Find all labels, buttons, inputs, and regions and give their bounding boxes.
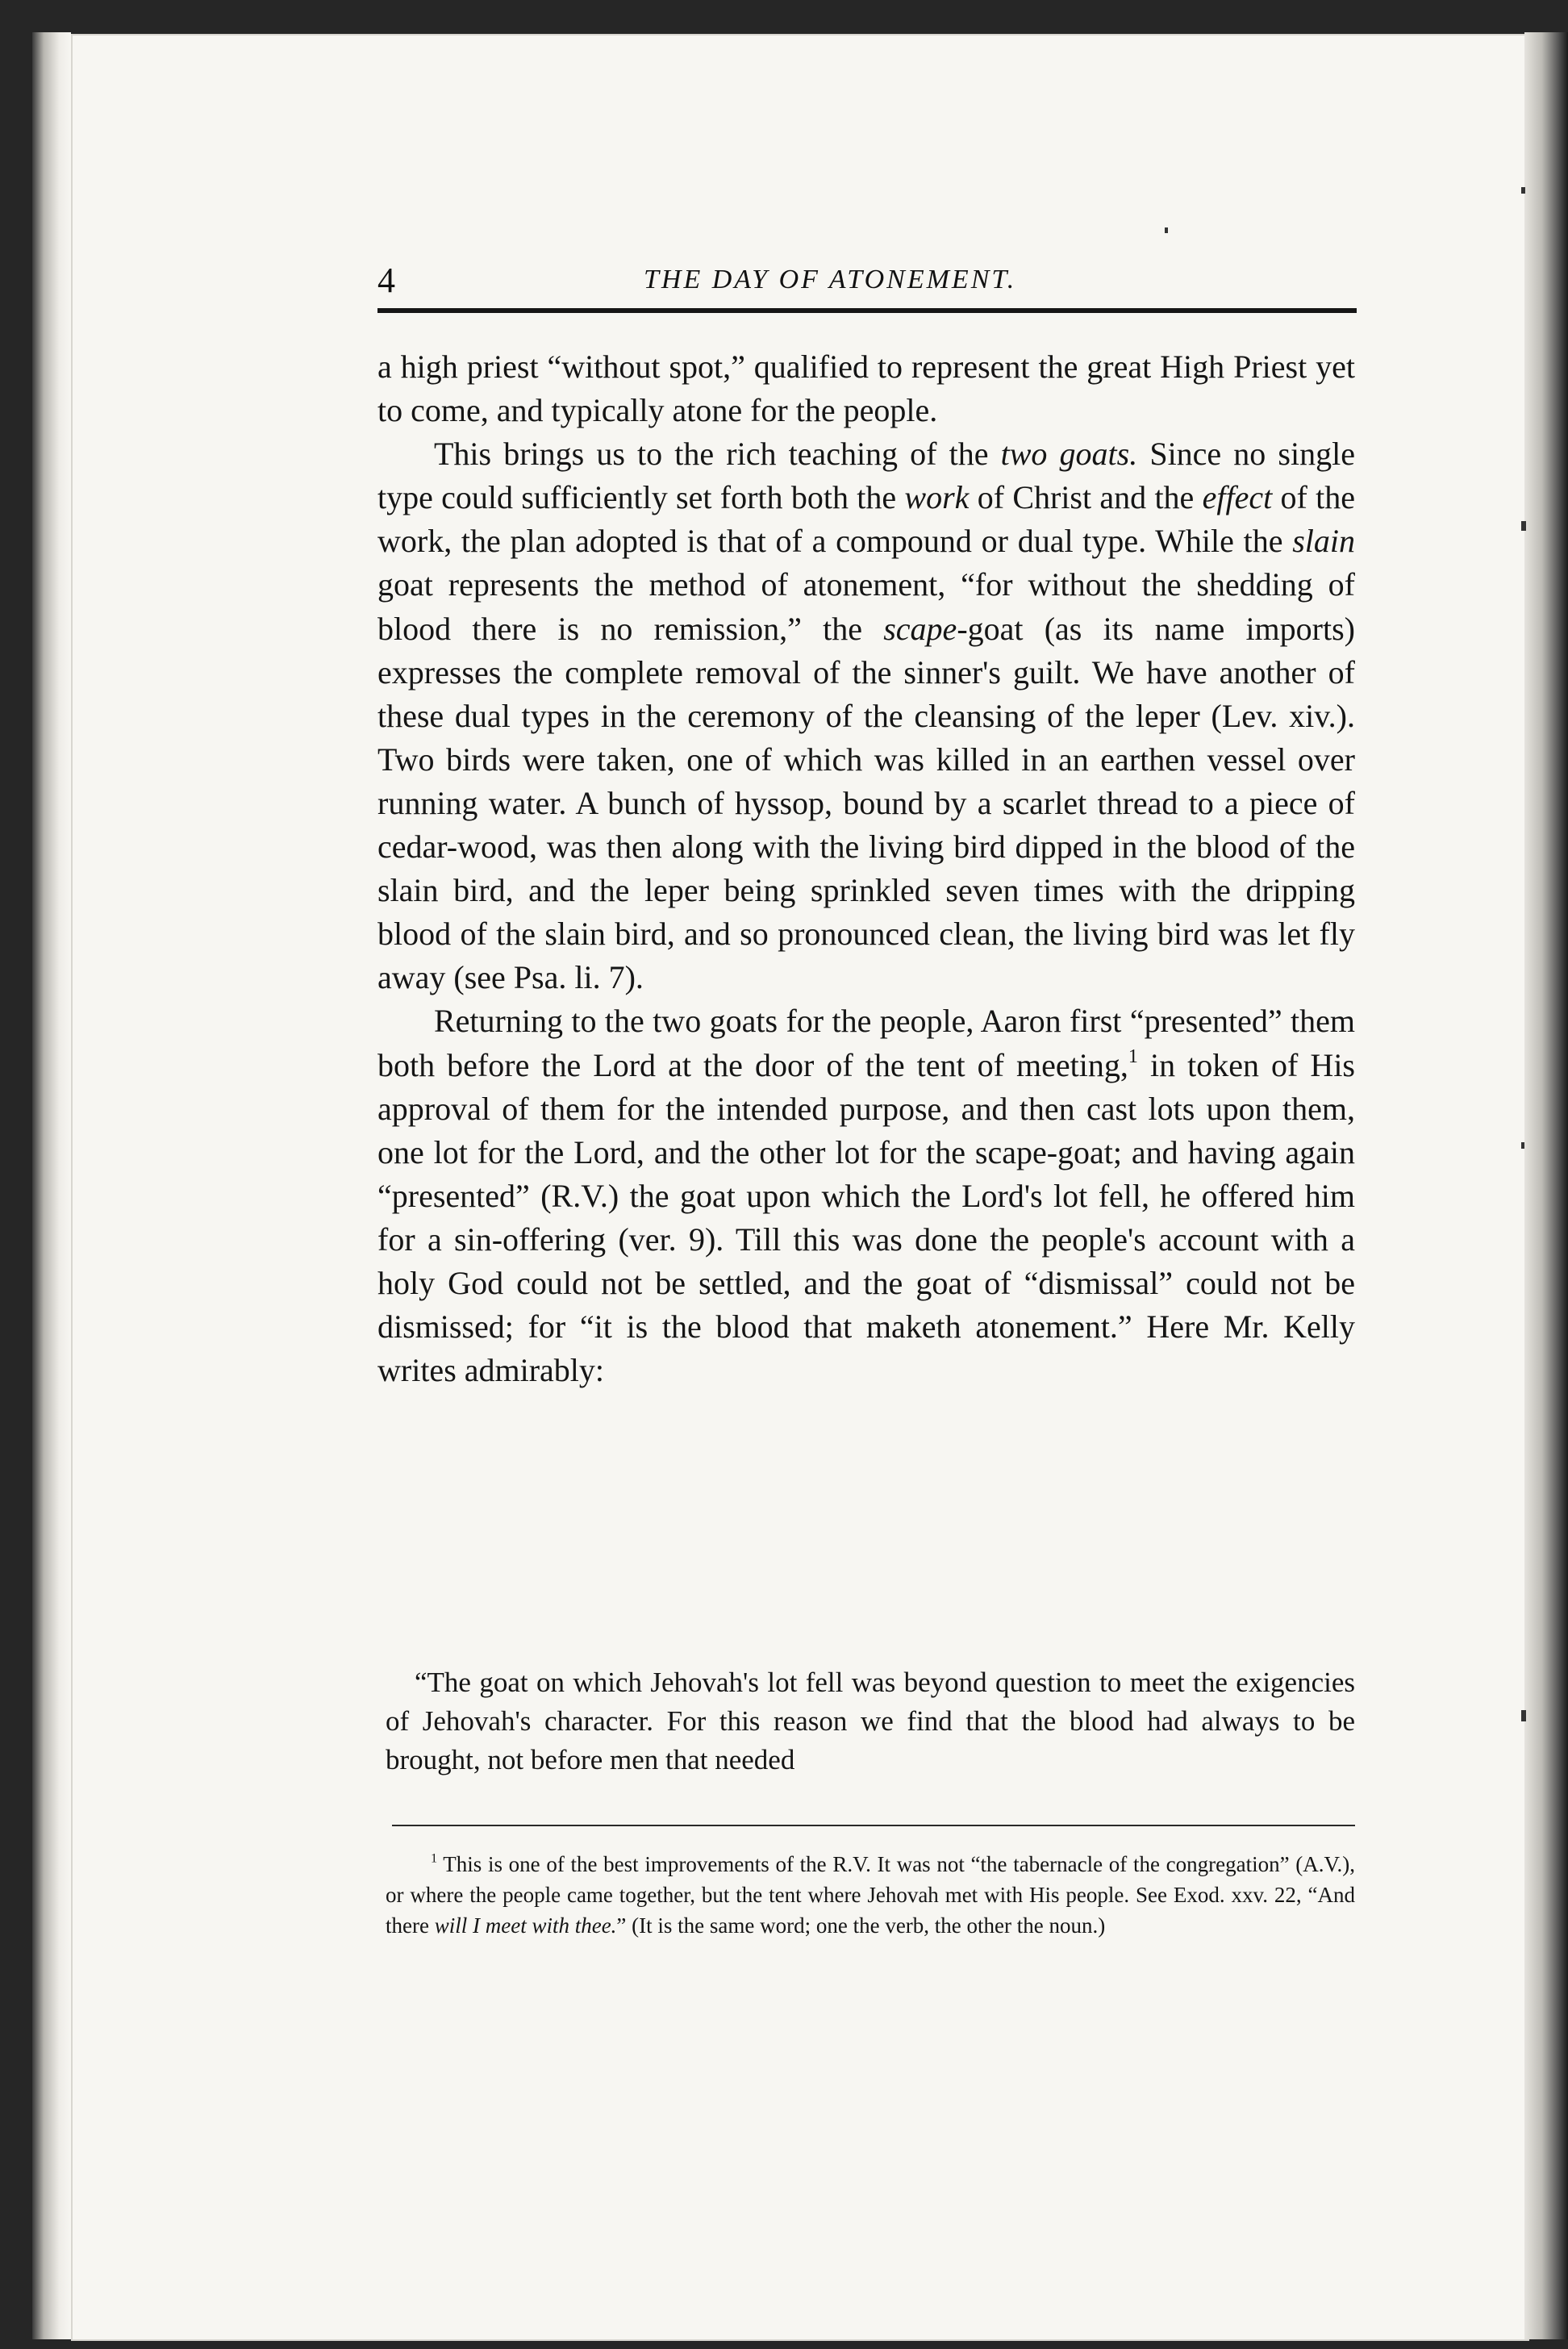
text-run: -goat (as its name imports) expresses the complete removal of the sinner's guilt. We have another of these dual types in the ceremony of the cleansing of the leper (Lev. xiv.). Two birds were taken, one of which was killed in an earthen vessel over running water. A bunch of hyssop, bound by a scarlet thread to a piece of cedar-wood, was then along with the living bird dipped in the blood of the slain bird, and the leper being sprinkled seven times with the dripping blood of the slain bird, and so pronounced clean, the living bird was let fly away (see Psa. li. 7). — [377, 610, 1355, 996]
footnote-marker: 1 — [431, 1850, 438, 1866]
footnote — [386, 1849, 1355, 1941]
italic-run: will I meet with thee. — [434, 1913, 617, 1938]
text-run: This brings us to the rich teaching of the — [434, 436, 1001, 473]
block-quote — [386, 1663, 1355, 1779]
text-run: of Christ and the — [969, 479, 1203, 516]
italic-run: effect — [1202, 479, 1273, 516]
footnote-reference: 1 — [1128, 1045, 1138, 1067]
scan-speck — [1521, 187, 1525, 194]
italic-run: slain — [1292, 523, 1355, 560]
italic-run: two goats. — [1000, 436, 1138, 473]
scan-speck — [1521, 1142, 1524, 1149]
italic-run: work — [904, 479, 970, 516]
text-run: Returning to the two goats for the people, Aaron first “presented” them both before the Lord at the door of the tent of meeting, — [377, 1003, 1355, 1083]
paragraph-2 — [377, 432, 1355, 999]
text-run: in token of His approval of them for the intended purpose, and then cast lots upon them, one lot for the Lord, and the other lot for the scape-goat; and having again “presented” (R.V.) the goat upon which the Lord's lot fell, he offered him for a sin-offering (ver. 9). Till this was done the people's account with a holy God could not be settled, and the goat of “dismissal” could not be dismissed; for “it is the blood that maketh atonement.” Here Mr. Kelly writes admirably: — [377, 1046, 1355, 1389]
scan-speck — [1521, 521, 1526, 531]
text-run: ” (It is the same word; one the verb, the other the noun.) — [616, 1913, 1106, 1938]
scan-speck — [1165, 227, 1168, 233]
italic-run: scape — [883, 610, 957, 647]
scan-speck — [1521, 1710, 1526, 1721]
paragraph-1-text: a high priest “without spot,” qualified to represent the great High Priest yet to come, and typically atone for the people. — [377, 348, 1355, 429]
page-right-edge-shadow — [1524, 32, 1568, 2339]
running-head — [377, 260, 1355, 303]
body-text — [377, 345, 1355, 1392]
paragraph-3 — [377, 999, 1355, 1392]
footnote-rule — [392, 1825, 1355, 1826]
header-rule — [377, 308, 1357, 313]
block-quote-text: “The goat on which Jehovah's lot fell was beyond question to meet the exigencies of Jehovah's character. For this reason we find that the blood had always to be brought, not before men that needed — [386, 1667, 1355, 1775]
text-run: of the work, the plan adopted is that of a compound or dual type. While the — [377, 479, 1355, 560]
text-run: Since no single type could sufficiently set forth both the — [377, 436, 1355, 516]
text-run: This is one of the best improvements of the R.V. It was not “the tabernacle of the congregation” (A.V.), or where the people came together, but the tent where Jehovah met with His people. See Exod. xxv. 22, “And there — [386, 1852, 1355, 1938]
text-run: goat represents the method of atonement, “for without the shedding of blood there is no remission,” the — [377, 566, 1355, 647]
running-title: THE DAY OF ATONEMENT. — [644, 265, 1017, 294]
paragraph-1 — [377, 345, 1355, 432]
page-left-edge-shadow — [32, 32, 71, 2339]
page-number: 4 — [377, 261, 395, 300]
